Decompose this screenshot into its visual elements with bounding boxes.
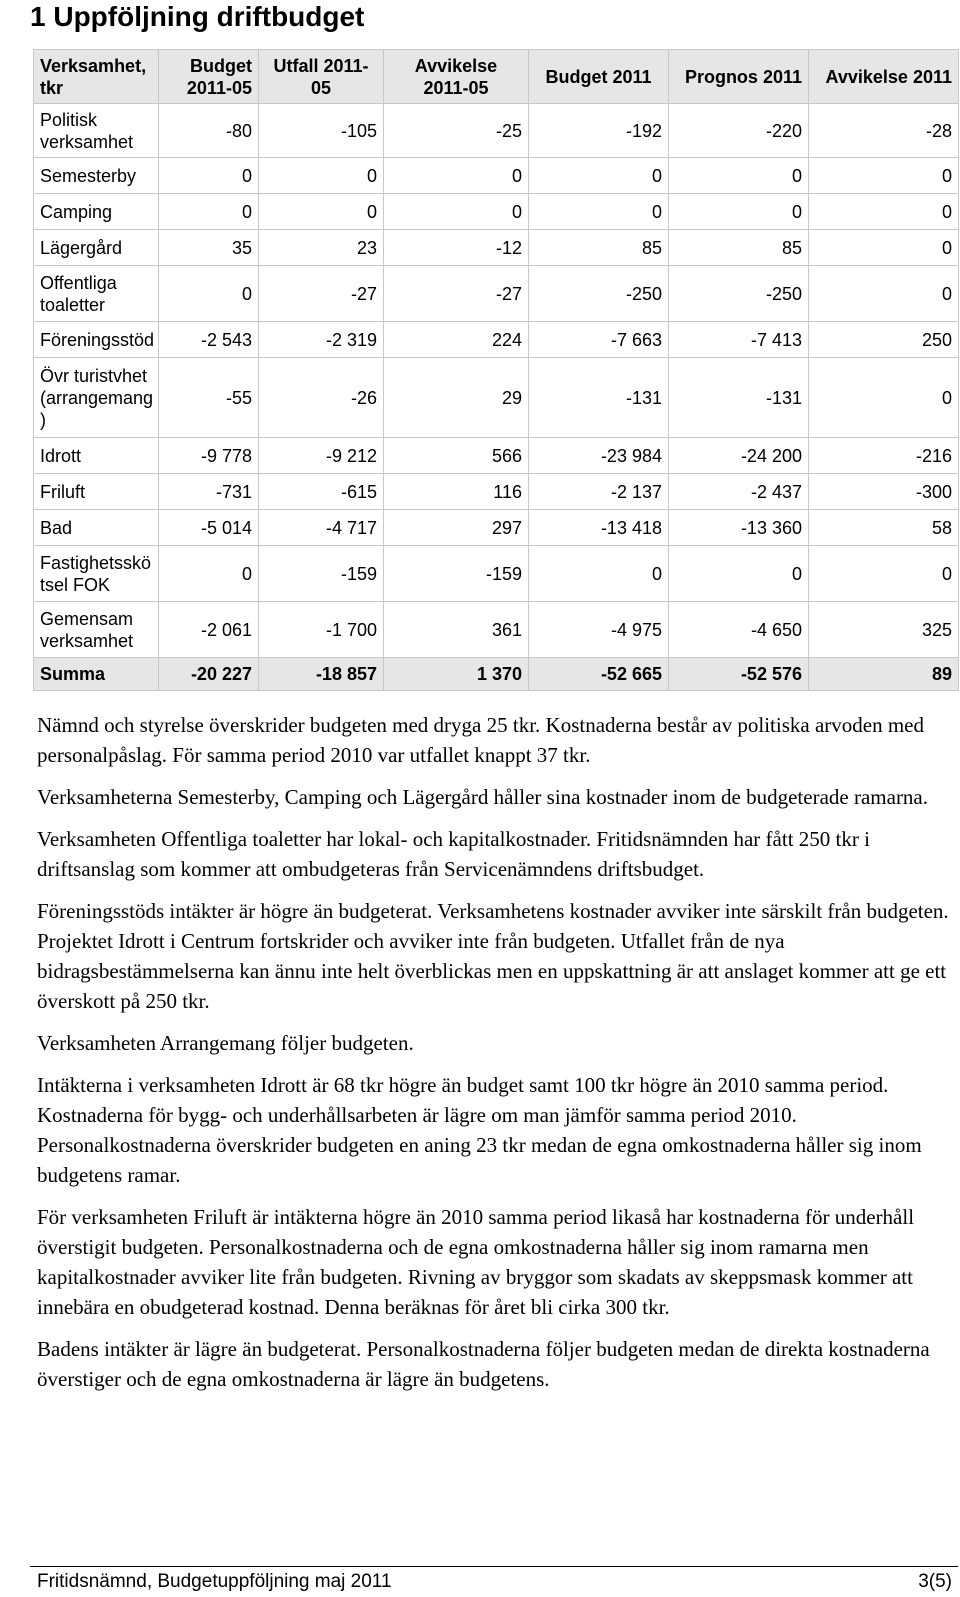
table-cell: -2 543: [159, 322, 259, 358]
table-row: [34, 104, 959, 158]
row-label: Föreningsstöd: [34, 322, 159, 358]
table-cell: -216: [809, 438, 959, 474]
table-cell: 0: [669, 546, 809, 602]
row-label: Semesterby: [34, 158, 159, 194]
row-label: Gemensam verksamhet: [34, 602, 159, 658]
table-cell: -2 061: [159, 602, 259, 658]
row-label: Lägergård: [34, 230, 159, 266]
sum-cell: 1 370: [384, 658, 529, 691]
column-header: Verksamhet, tkr: [34, 50, 159, 104]
table-cell: -4 975: [529, 602, 669, 658]
table-cell: -2 137: [529, 474, 669, 510]
table-cell: 0: [529, 158, 669, 194]
table-cell: 566: [384, 438, 529, 474]
table-cell: 0: [384, 158, 529, 194]
row-label: Camping: [34, 194, 159, 230]
paragraph: För verksamheten Friluft är intäkterna högre än 2010 samma period likaså har kostnaderna för underhåll överstigit budgeten. Personalkostnaderna och de egna omkostnaderna håller sig inom ramarna men kapitalkostnader avviker lite från budgeten. Rivning av bryggor som skadats av skeppsmask kommer att innebära en obudgeterad kostnad. Denna beräknas för året bli cirka 300 tkr.: [37, 1205, 915, 1319]
table-cell: 0: [159, 266, 259, 322]
table-cell: -12: [384, 230, 529, 266]
table-row: [34, 322, 959, 358]
column-header: Budget 2011-05: [159, 50, 259, 104]
table-cell: -27: [384, 266, 529, 322]
row-label: Fastighetsskö tsel FOK: [34, 546, 159, 602]
table-row: [34, 546, 959, 602]
row-label: Offentliga toaletter: [34, 266, 159, 322]
table-cell: -131: [529, 358, 669, 438]
footer-title: Fritidsnämnd, Budgetuppföljning maj 2011: [37, 1571, 392, 1592]
table-cell: -7 413: [669, 322, 809, 358]
column-header: Avvikelse 2011: [809, 50, 959, 104]
table-row: [34, 438, 959, 474]
table-row: [34, 194, 959, 230]
paragraph: Föreningsstöds intäkter är högre än budgeterat. Verksamhetens kostnader avviker inte särskilt från budgeten. Projektet Idrott i Centrum fortskrider och avviker inte från budgeten. Utfallet från de nya bidragsbestämmelserna kan ännu inte helt överblickas men en uppskattning är att anslaget kommer att ge ett överskott på 250 tkr.: [37, 899, 949, 1013]
table-cell: -105: [259, 104, 384, 158]
column-header: Budget 2011: [529, 50, 669, 104]
paragraph: Intäkterna i verksamheten Idrott är 68 tkr högre än budget samt 100 tkr högre än 2010 samma period. Kostnaderna för bygg- och underhållsarbeten är lägre om man jämför samma period 2010. Personalkostnaderna överskrider budgeten en aning 23 tkr medan de egna omkostnaderna håller sig inom budgetens ramar.: [37, 1073, 922, 1187]
paragraph: Verksamheten Arrangemang följer budgeten.: [37, 1031, 414, 1055]
row-label: Friluft: [34, 474, 159, 510]
footer-divider: [30, 1566, 958, 1567]
table-cell: 0: [669, 158, 809, 194]
table-cell: 0: [159, 546, 259, 602]
table-cell: 0: [259, 194, 384, 230]
table-cell: -24 200: [669, 438, 809, 474]
table-cell: -4 717: [259, 510, 384, 546]
table-cell: -220: [669, 104, 809, 158]
table-cell: 0: [809, 194, 959, 230]
table-cell: 23: [259, 230, 384, 266]
table-cell: 35: [159, 230, 259, 266]
table-cell: -55: [159, 358, 259, 438]
paragraph: Nämnd och styrelse överskrider budgeten med dryga 25 tkr. Kostnaderna består av politiska arvoden med personalpåslag. För samma period 2010 var utfallet knappt 37 tkr.: [37, 713, 924, 767]
sum-row: [34, 658, 959, 691]
table-cell: 0: [384, 194, 529, 230]
row-label: Bad: [34, 510, 159, 546]
table-cell: 116: [384, 474, 529, 510]
paragraph: Verksamheterna Semesterby, Camping och Lägergård håller sina kostnader inom de budgeterade ramarna.: [37, 785, 929, 809]
table-cell: 85: [529, 230, 669, 266]
table-cell: -80: [159, 104, 259, 158]
table-cell: -731: [159, 474, 259, 510]
table-cell: 0: [809, 266, 959, 322]
table-cell: -13 360: [669, 510, 809, 546]
row-label: Politisk verksamhet: [34, 104, 159, 158]
table-cell: -159: [259, 546, 384, 602]
page-title: 1 Uppföljning driftbudget: [30, 1, 365, 32]
table-cell: -13 418: [529, 510, 669, 546]
sum-cell: 89: [809, 658, 959, 691]
table-cell: -9 778: [159, 438, 259, 474]
page-footer: [37, 1570, 952, 1594]
table-cell: -2 437: [669, 474, 809, 510]
table-cell: -192: [529, 104, 669, 158]
table-cell: -26: [259, 358, 384, 438]
table-cell: 0: [159, 158, 259, 194]
table-cell: 361: [384, 602, 529, 658]
table-row: [34, 602, 959, 658]
table-cell: -28: [809, 104, 959, 158]
table-cell: 29: [384, 358, 529, 438]
table-cell: 0: [809, 358, 959, 438]
table-cell: 0: [669, 194, 809, 230]
table-cell: -2 319: [259, 322, 384, 358]
table-cell: 0: [809, 230, 959, 266]
table-cell: -1 700: [259, 602, 384, 658]
table-cell: 0: [159, 194, 259, 230]
table-cell: -300: [809, 474, 959, 510]
table-cell: 250: [809, 322, 959, 358]
table-cell: 224: [384, 322, 529, 358]
table-cell: -25: [384, 104, 529, 158]
table-row: [34, 266, 959, 322]
table-row: [34, 474, 959, 510]
sum-label: Summa: [34, 658, 159, 691]
table-row: [34, 358, 959, 438]
table-cell: -615: [259, 474, 384, 510]
table-cell: 0: [529, 194, 669, 230]
table-cell: 85: [669, 230, 809, 266]
table-cell: -159: [384, 546, 529, 602]
sum-cell: -52 576: [669, 658, 809, 691]
column-header: Utfall 2011-05: [259, 50, 384, 104]
table-row: [34, 230, 959, 266]
row-label: Idrott: [34, 438, 159, 474]
sum-cell: -18 857: [259, 658, 384, 691]
table-cell: 0: [809, 158, 959, 194]
table-cell: -250: [669, 266, 809, 322]
table-cell: -4 650: [669, 602, 809, 658]
body-text: [37, 710, 952, 1406]
sum-cell: -20 227: [159, 658, 259, 691]
table-cell: -27: [259, 266, 384, 322]
table-row: [34, 158, 959, 194]
table-cell: 0: [529, 546, 669, 602]
table-cell: -23 984: [529, 438, 669, 474]
table-cell: -250: [529, 266, 669, 322]
table-cell: 58: [809, 510, 959, 546]
table-row: [34, 510, 959, 546]
table-cell: -7 663: [529, 322, 669, 358]
column-header: Prognos 2011: [669, 50, 809, 104]
table-cell: 297: [384, 510, 529, 546]
row-label: Övr turistvhet (arrangemang ): [34, 358, 159, 438]
paragraph: Badens intäkter är lägre än budgeterat. Personalkostnaderna följer budgeten medan de direkta kostnaderna överstiger och de egna omkostnaderna är lägre än budgetens.: [37, 1337, 930, 1391]
table-cell: -5 014: [159, 510, 259, 546]
table-cell: -131: [669, 358, 809, 438]
page-number: 3(5): [918, 1571, 952, 1592]
sum-cell: -52 665: [529, 658, 669, 691]
budget-table: [33, 49, 959, 691]
table-cell: 0: [809, 546, 959, 602]
table-cell: 0: [259, 158, 384, 194]
paragraph: Verksamheten Offentliga toaletter har lokal- och kapitalkostnader. Fritidsnämnden har fått 250 tkr i driftsanslag som kommer att ombudgeteras från Servicenämndens driftsbudget.: [37, 827, 870, 881]
table-header-row: [34, 50, 959, 104]
table-cell: 325: [809, 602, 959, 658]
column-header: Avvikelse 2011-05: [384, 50, 529, 104]
table-cell: -9 212: [259, 438, 384, 474]
